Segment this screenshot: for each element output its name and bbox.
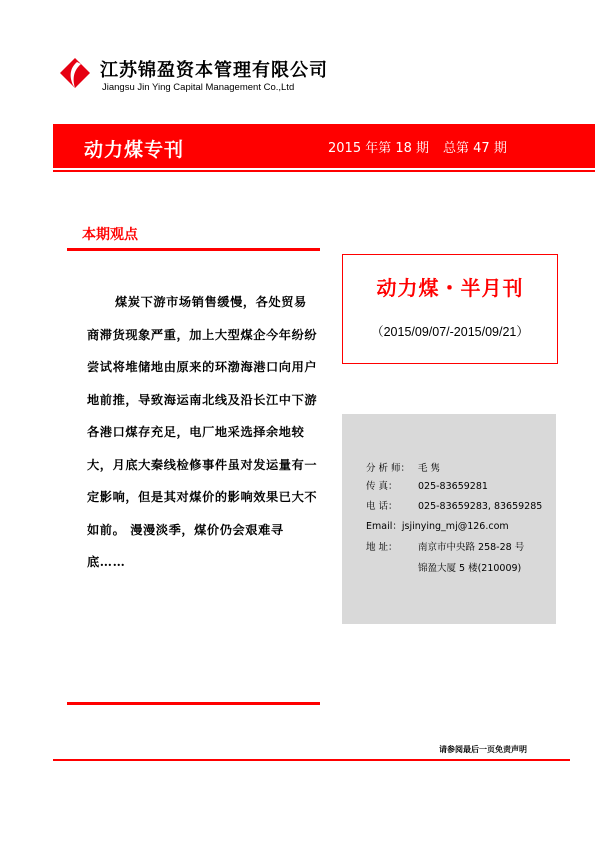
phone-number: 025-83659283, 83659285 xyxy=(418,501,543,512)
footer-divider xyxy=(53,759,570,761)
address-row xyxy=(366,539,524,553)
company-name-en: Jiangsu Jin Ying Capital Management Co.,Ltd xyxy=(102,82,295,93)
company-logo-icon xyxy=(60,58,90,88)
analyst-name: 毛 隽 xyxy=(418,463,441,474)
address-line-1: 南京市中央路 258-28 号 xyxy=(418,542,525,553)
fax-row xyxy=(366,478,488,492)
fax-label: 传 真： xyxy=(366,481,398,492)
issue-label: 2015 年第 18 期 xyxy=(328,141,430,156)
email-address[interactable]: jsjinying_mj@126.com xyxy=(401,521,509,532)
address-label: 地 址： xyxy=(366,542,398,553)
analyst-label: 分 析 师： xyxy=(366,463,411,474)
viewpoint-text: 煤炭下游市场销售缓慢，各处贸易商滞货现象严重，加上大型煤企今年纷纷尝试将堆储地由原来的环渤海港口向用户地前推，导致海运南北线及沿长江中下游各港口煤存充足，电厂地采选择余地较大，月底大秦线检修事件虽对发运量有一定影响，但是其对煤价的影响效果已大不如前。 漫漫淡季，煤价仍会艰难寻底…… xyxy=(87,295,318,569)
email-row xyxy=(366,518,509,532)
banner-underline xyxy=(53,170,595,172)
company-name-cn: 江苏锦盈资本管理有限公司 xyxy=(100,60,328,81)
phone-row xyxy=(366,498,542,512)
disclaimer-note: 请参阅最后一页免责声明 xyxy=(439,745,527,754)
viewpoint-paragraph xyxy=(87,286,319,579)
section-title: 本期观点 xyxy=(82,227,138,243)
issue-number xyxy=(328,137,521,156)
journal-title-box xyxy=(342,254,558,364)
section-divider xyxy=(67,248,320,251)
email-label: Email： xyxy=(366,521,402,532)
phone-label: 电 话： xyxy=(366,501,398,512)
journal-title: 动力煤・半月刊 xyxy=(376,276,524,300)
total-issue-label: 总第 47 期 xyxy=(443,141,507,156)
date-range: （2015/09/07/-2015/09/21） xyxy=(371,325,529,339)
section-bottom-divider xyxy=(67,702,320,705)
address-line-2: 锦盈大厦 5 楼(210009) xyxy=(418,563,522,574)
publication-title: 动力煤专刊 xyxy=(84,139,185,161)
fax-number: 025-83659281 xyxy=(418,481,488,492)
analyst-row xyxy=(366,460,440,474)
